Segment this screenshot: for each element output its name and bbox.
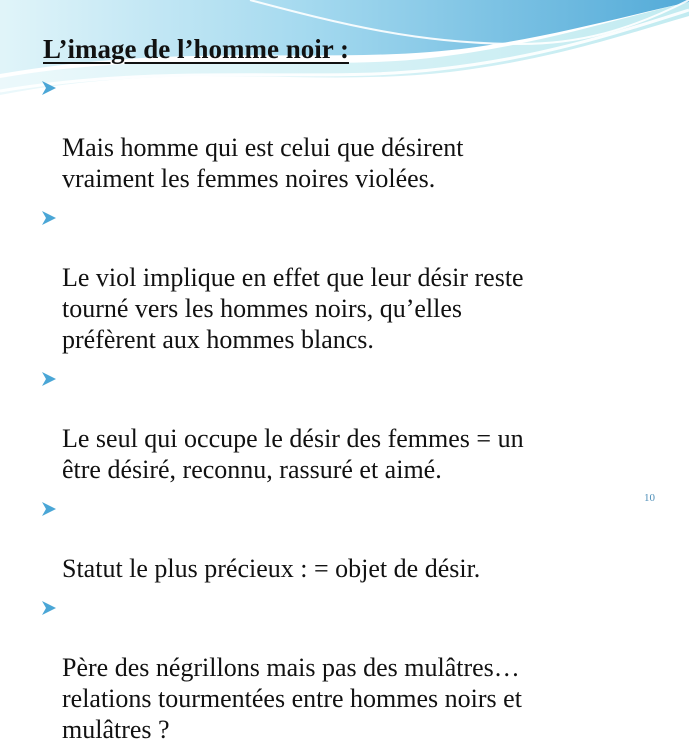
arrow-bullet-icon xyxy=(40,500,58,518)
bullet-text: Père des négrillons mais pas des mulâtres… relations tourmentées entre hommes noirs et mulâtres ? xyxy=(62,653,522,744)
arrow-bullet-icon xyxy=(40,79,58,97)
slide-content xyxy=(40,30,670,751)
bullet-text: Le seul qui occupe le désir des femmes = un être désiré, reconnu, rassuré et aimé. xyxy=(62,424,524,484)
bullet-item xyxy=(40,361,670,485)
arrow-bullet-icon xyxy=(40,209,58,227)
bullet-list xyxy=(40,70,670,745)
bullet-item xyxy=(40,590,670,745)
bullet-text: Mais homme qui est celui que désirent vraiment les femmes noires violées. xyxy=(62,133,464,193)
bullet-text: Le viol implique en effet que leur désir reste tourné vers les hommes noirs, qu’elles préfèrent aux hommes blancs. xyxy=(62,263,524,354)
bullet-text: Statut le plus précieux : = objet de désir. xyxy=(62,554,481,583)
arrow-bullet-icon xyxy=(40,370,58,388)
arrow-bullet-icon xyxy=(40,599,58,617)
page-number: 10 xyxy=(644,492,655,504)
slide-title: L’image de l’homme noir : xyxy=(43,34,349,64)
bullet-item xyxy=(40,200,670,355)
bullet-item xyxy=(40,491,670,584)
bullet-item xyxy=(40,70,670,194)
